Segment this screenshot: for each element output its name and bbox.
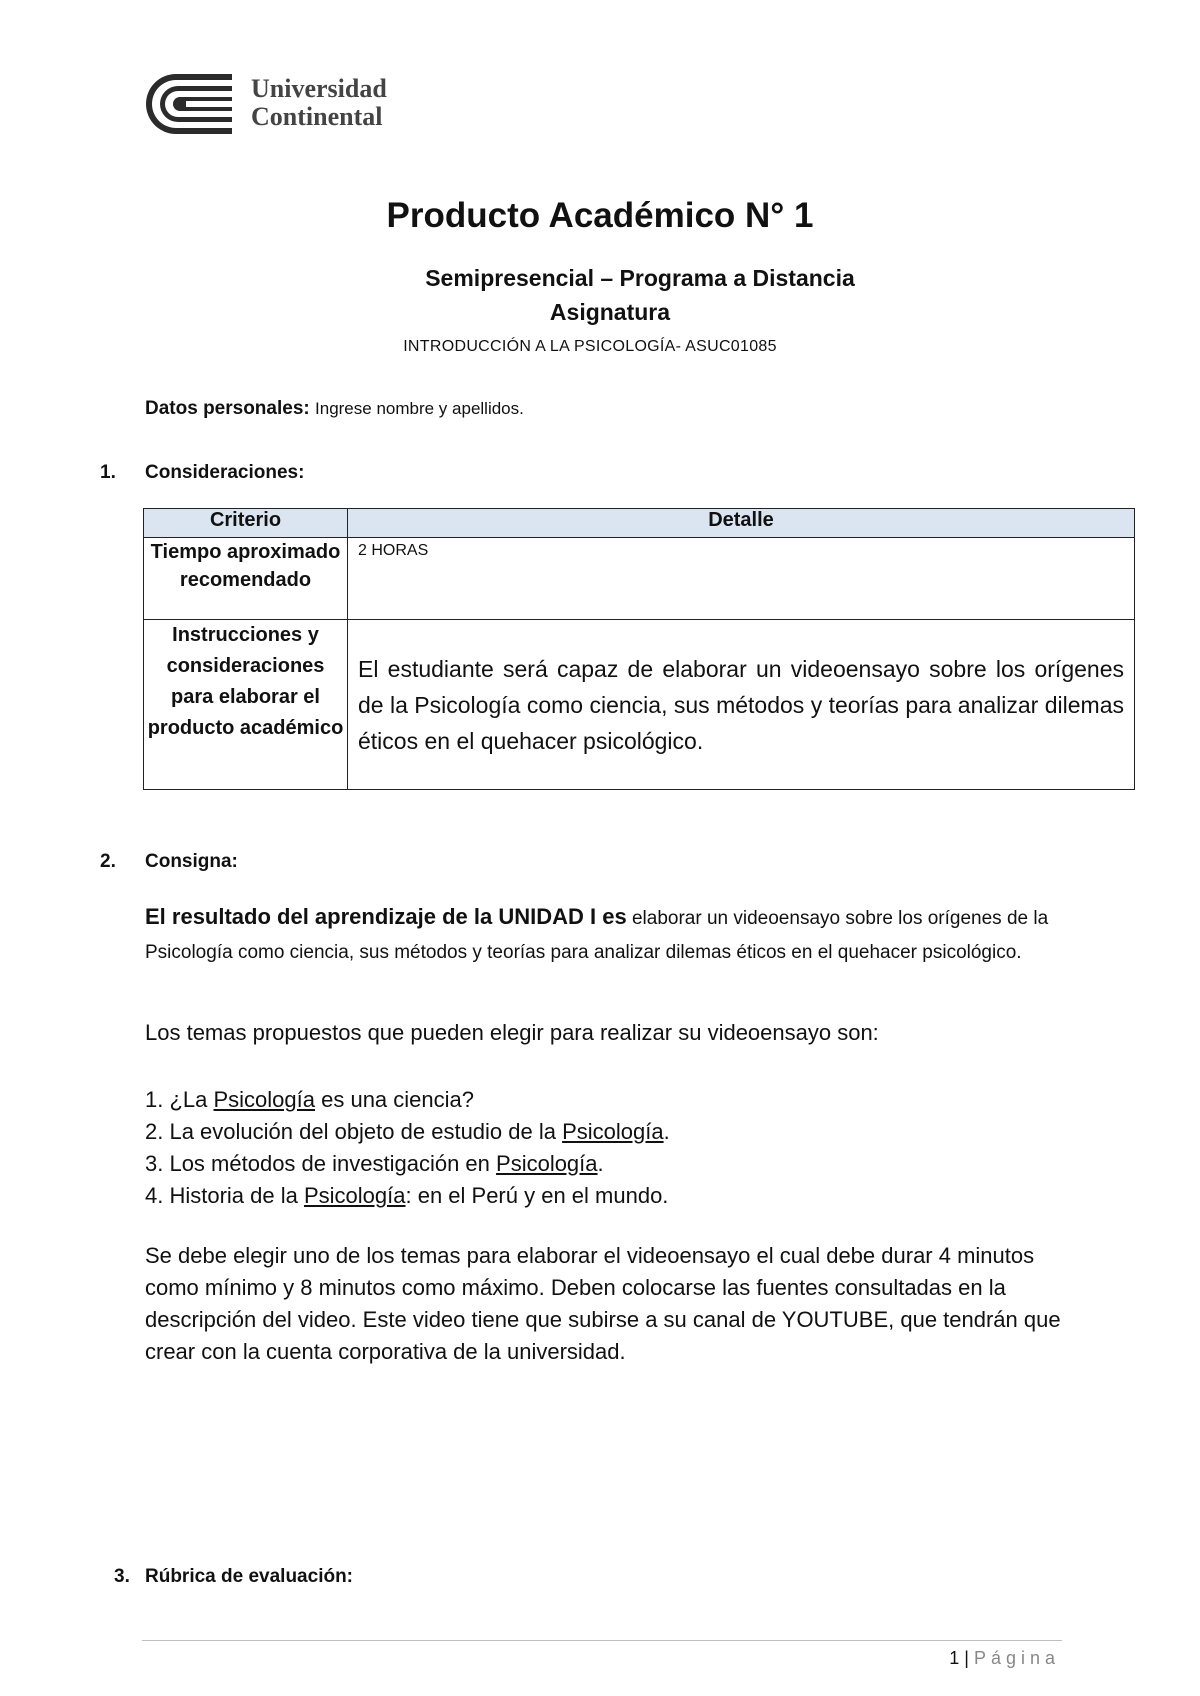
topic-link: Psicología [562, 1119, 664, 1144]
modality-subtitle: Semipresencial – Programa a Distancia [425, 265, 855, 291]
topics-intro: Los temas propuestos que pueden elegir para realizar su videoensayo son: [145, 1020, 879, 1045]
logo-line-2: Continental [251, 102, 383, 131]
subject-name: INTRODUCCIÓN A LA PSICOLOGÍA- ASUC01085 [403, 338, 777, 355]
table-row [144, 538, 1135, 620]
section-2-number: 2. [100, 851, 116, 872]
consigna-lead: El resultado del aprendizaje de la UNIDAD I es [145, 904, 627, 929]
criteria-table [143, 508, 1135, 790]
table-cell-detail: El estudiante será capaz de elaborar un videoensayo sobre los orígenes de la Psicología como ciencia, sus métodos y teorías para analizar dilemas éticos en el quehacer psicológico. [348, 620, 1135, 790]
list-item: 2. La evolución del objeto de estudio de la Psicología. [145, 1119, 670, 1144]
page-title: Producto Académico N° 1 [386, 196, 814, 235]
table-header-criterio: Criterio [144, 509, 348, 538]
university-name [251, 75, 387, 131]
table-header-detalle: Detalle [348, 509, 1135, 538]
logo-line-1: Universidad [251, 74, 387, 103]
subject-label: Asignatura [549, 299, 671, 325]
personal-data [145, 398, 524, 420]
instructions-paragraph: Se debe elegir uno de los temas para elaborar el videoensayo el cual debe durar 4 minutos como mínimo y 8 minutos como máximo. Deben colocarse las fuentes consultadas en la descripción del video. Este video tiene que subirse a su canal de YOUTUBE, que tendrán que crear con la cuenta corporativa de la universidad. [145, 1243, 1061, 1364]
topic-link: Psicología [213, 1087, 315, 1112]
personal-data-value: Ingrese nombre y apellidos. [315, 399, 524, 418]
section-3-number: 3. [114, 1566, 130, 1587]
topic-link: Psicología [496, 1151, 598, 1176]
section-1-number: 1. [100, 462, 116, 483]
footer-separator: | [964, 1648, 969, 1668]
universidad-continental-logo-icon [142, 70, 234, 138]
table-cell-criterion: Tiempo aproximado recomendado [144, 538, 348, 620]
page-number: 1 [949, 1648, 960, 1668]
consigna-text: elaborar un videoensayo sobre los orígenes de la Psicología como ciencia, sus métodos y teorías para analizar dilemas éticos en el quehacer psicológico. [145, 908, 1049, 963]
topics-list [145, 1084, 1075, 1212]
consigna-paragraph [145, 900, 1075, 970]
section-1-title: Consideraciones: [145, 462, 305, 483]
footer-divider [142, 1640, 1062, 1641]
section-3-title: Rúbrica de evaluación: [145, 1566, 354, 1587]
table-cell-detail: 2 HORAS [348, 538, 1135, 620]
topic-link: Psicología [303, 1183, 406, 1208]
table-cell-criterion: Instrucciones y consideraciones para elaborar el producto académico [144, 620, 348, 790]
page-label: Página [973, 1648, 1060, 1668]
section-2-title: Consigna: [145, 851, 238, 872]
list-item: 1. ¿La Psicología es una ciencia? [145, 1087, 474, 1112]
page-footer [900, 1648, 1060, 1669]
table-header-row [144, 509, 1135, 538]
list-item: 4. Historia de la Psicología: en el Perú y en el mundo. [145, 1183, 669, 1208]
personal-data-label: Datos personales: [145, 398, 310, 419]
table-row [144, 620, 1135, 790]
list-item: 3. Los métodos de investigación en Psicología. [145, 1151, 604, 1176]
